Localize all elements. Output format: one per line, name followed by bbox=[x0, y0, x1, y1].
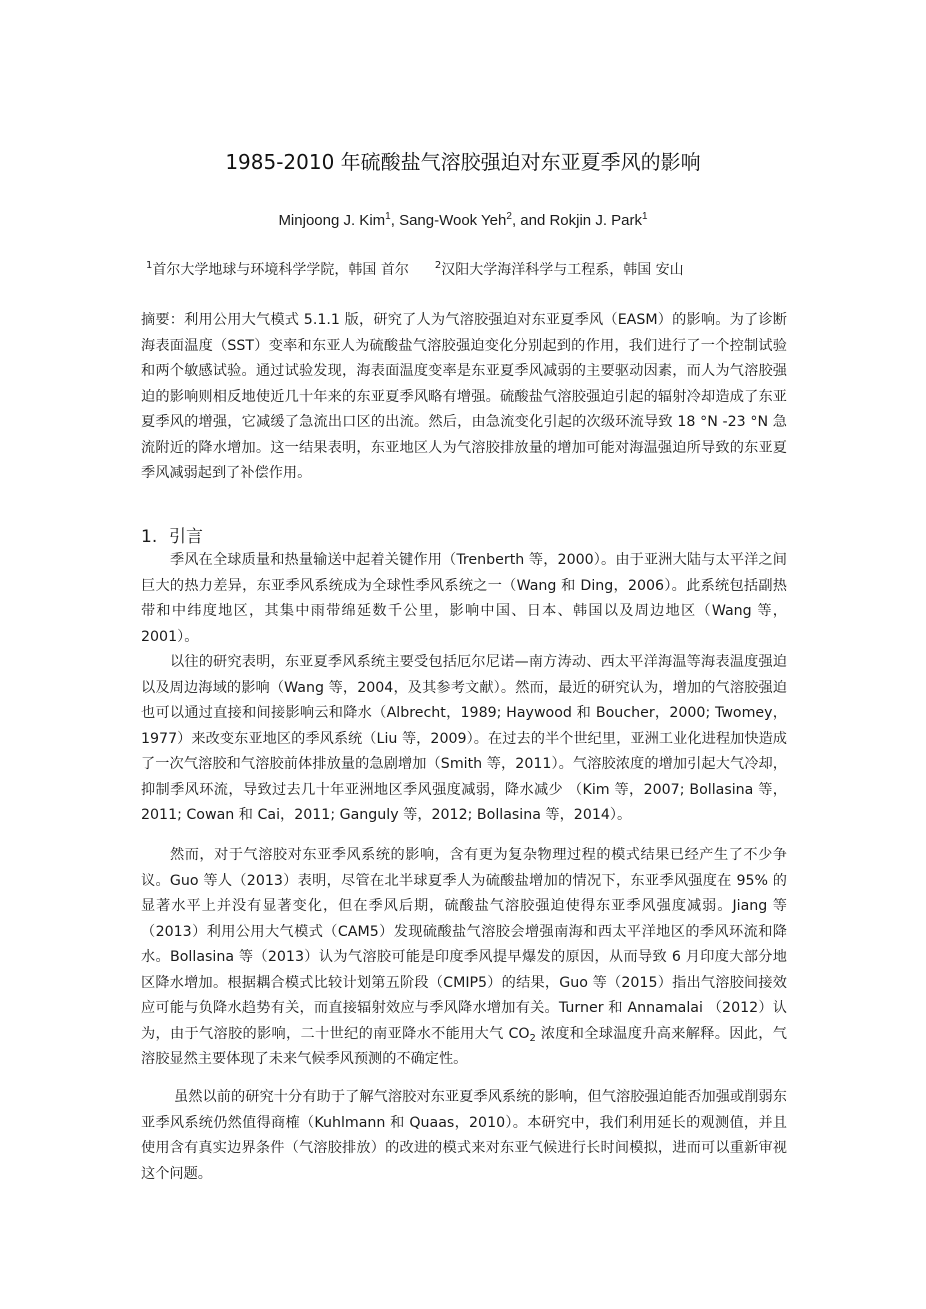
section-heading bbox=[141, 524, 203, 550]
author-list bbox=[0, 210, 926, 232]
author-name: Minjoong J. Kim bbox=[278, 212, 386, 229]
affiliation-marker: 2 bbox=[434, 260, 442, 271]
affiliation-list bbox=[146, 259, 806, 281]
affiliation-marker: 1 bbox=[146, 260, 153, 271]
paragraph-text: 然而，对于气溶胶对东亚季风系统的影响，含有更为复杂物理过程的模式结果已经产生了不少争议。Guo 等人（2013）表明，尽管在北半球夏季人为硫酸盐增加的情况下，东亚季风强度在 95% 的显著水平上并没有显著变化，但在季风后期，硫酸盐气溶胶强迫使得东亚季风强度减弱。Jiang 等（2013）利用公用大气模式（CAM5）发现硫酸盐气溶胶会增强南海和西太平洋地区的季风环流和降水。Bollasina 等（2013）认为气溶胶可能是印度季风提早爆发的原因，从而导致 6 月印度大部分地区降水增加。根据耦合模式比较计划第五阶段（CMIP5）的结果，Guo 等（2015）指出气溶胶间接效应可能与负降水趋势有关，而直接辐射效应与季风降水增加有关。Turner 和 Annamalai （2012）认为，由于气溶胶的影响，二十世纪的南亚降水不能用大气 CO bbox=[141, 847, 787, 1042]
author-affiliation-marker: 1 bbox=[642, 211, 648, 222]
paper-title: 1985-2010 年硫酸盐气溶胶强迫对东亚夏季风的影响 bbox=[225, 150, 701, 174]
author-affiliation-marker: 1 bbox=[385, 211, 391, 222]
author-separator: , and bbox=[511, 212, 550, 229]
affiliation-text: 汉阳大学海洋科学与工程系，韩国 安山 bbox=[441, 262, 684, 278]
author-name: Sang-Wook Yeh bbox=[399, 212, 507, 229]
paragraph: 以往的研究表明，东亚夏季风系统主要受包括厄尔尼诺—南方涛动、西太平洋海温等海表温度强迫以及周边海域的影响（Wang 等，2004，及其参考文献）。然而，最近的研究认为，增加的气溶胶强迫也可以通过直接和间接影响云和降水（Albrecht，1989; Haywood 和 Boucher，2000; Twomey，1977）来改变东亚地区的季风系统（Liu 等，2009）。在过去的半个世纪里，亚洲工业化进程加快造成了一次气溶胶和气溶胶前体排放量的急剧增加（Smith 等，2011）。气溶胶浓度的增加引起大气冷却，抑制季风环流，导致过去几十年亚洲地区季风强度减弱，降水减少 （Kim 等，2007; Bollasina 等，2011; Cowan 和 Cai，2011; Ganguly 等，2012; Bollasina 等，2014）。 bbox=[141, 654, 787, 823]
paragraph-text: 浓度和全球温度升高来解释。因此，气溶胶显然主要体现了未来气候季风预测的不确定性。 bbox=[141, 1025, 787, 1067]
author-name: Rokjin J. Park bbox=[549, 212, 642, 229]
subscript: 2 bbox=[529, 1032, 536, 1044]
section-title: 引言 bbox=[169, 527, 203, 547]
paragraph: 季风在全球质量和热量输送中起着关键作用（Trenberth 等，2000）。由于亚洲大陆与太平洋之间巨大的热力差异，东亚季风系统成为全球性季风系统之一（Wang 和 Ding，2006）。此系统包括副热带和中纬度地区，其集中雨带绵延数千公里，影响中国、日本、韩国以及周边地区（Wang 等，2001）。 bbox=[141, 552, 787, 645]
affiliation-text: 首尔大学地球与环境科学学院，韩国 首尔 bbox=[152, 262, 409, 278]
paragraph bbox=[141, 843, 787, 1073]
abstract: 摘要：利用公用大气模式 5.1.1 版，研究了人为气溶胶强迫对东亚夏季风（EASM）的影响。为了诊断海表面温度（SST）变率和东亚人为硫酸盐气溶胶强迫变化分别起到的作用，我们进行了一个控制试验和两个敏感试验。通过试验发现，海表面温度变率是东亚夏季风减弱的主要驱动因素，而人为气溶胶强迫的影响则相反地使近几十年来的东亚夏季风略有增强。硫酸盐气溶胶强迫引起的辐射冷却造成了东亚夏季风的增强，它减缓了急流出口区的出流。然后，由急流变化引起的次级环流导致 18 °N -23 °N 急流附近的降水增加。这一结果表明，东亚地区人为气溶胶排放量的增加可能对海温强迫所导致的东亚夏季风减弱起到了补偿作用。 bbox=[141, 312, 787, 481]
section-number: 1. bbox=[141, 527, 158, 547]
author-affiliation-marker: 2 bbox=[506, 211, 512, 222]
paragraph: 虽然以前的研究十分有助于了解气溶胶对东亚夏季风系统的影响，但气溶胶强迫能否加强或削弱东亚季风系统仍然值得商榷（Kuhlmann 和 Quaas，2010）。本研究中，我们利用延长的观测值，并且使用含有真实边界条件（气溶胶排放）的改进的模式来对东亚气候进行长时间模拟，进而可以重新审视这个问题。 bbox=[141, 1089, 787, 1182]
author-separator: , bbox=[390, 212, 400, 229]
